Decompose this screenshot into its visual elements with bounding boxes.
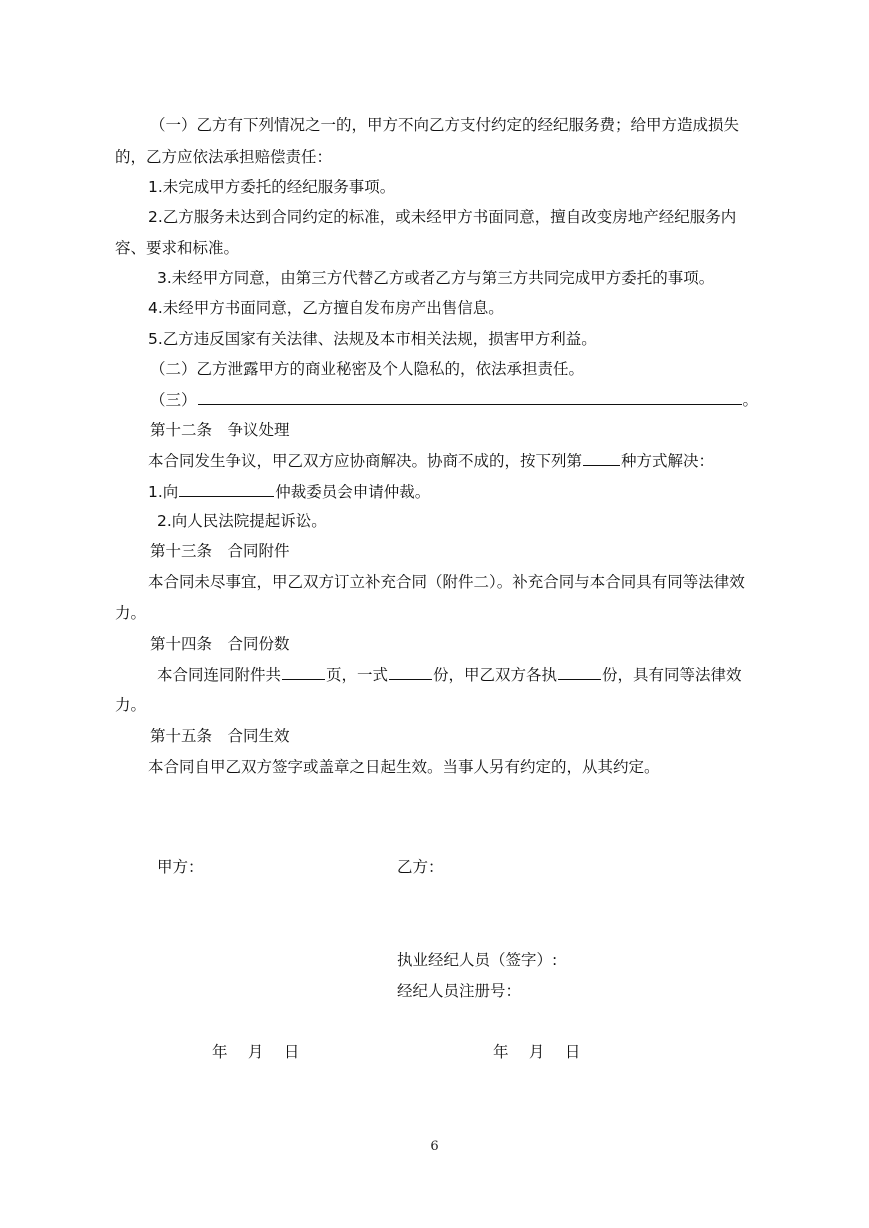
clause-11-sub2-line1: 2.乙方服务未达到合同约定的标准，或未经甲方书面同意，擅自改变房地产经纪服务内 xyxy=(148,208,737,226)
clause-11-sub4: 4.未经甲方书面同意，乙方擅自发布房产出售信息。 xyxy=(148,299,504,317)
clause-15-heading: 第十五条 合同生效 xyxy=(150,727,290,745)
party-a-label: 甲方： xyxy=(157,858,204,876)
clause-15-line1: 本合同自甲乙双方签字或盖章之日起生效。当事人另有约定的，从其约定。 xyxy=(148,758,660,776)
clause-14-text-b: 页，一式 xyxy=(326,666,389,684)
agent-registration-label: 经纪人员注册号： xyxy=(397,982,522,1000)
clause-11-item1-line1: （一）乙方有下列情况之一的，甲方不向乙方支付约定的经纪服务费；给甲方造成损失 xyxy=(150,116,740,134)
clause-11-sub1: 1.未完成甲方委托的经纪服务事项。 xyxy=(148,178,396,196)
clause-13-line1: 本合同未尽事宜，甲乙双方订立补充合同（附件二）。补充合同与本合同具有同等法律效 xyxy=(148,573,745,591)
party-a-date: 年 月 日 xyxy=(212,1043,300,1061)
clause-14-line2: 力。 xyxy=(115,696,147,714)
pages-blank xyxy=(282,664,325,680)
clause-11-sub2-line2: 容、要求和标准。 xyxy=(115,239,240,257)
clause-12-opt1 xyxy=(148,481,430,502)
clause-14-text-a: 本合同连同附件共 xyxy=(157,666,282,684)
clause-12-text-b: 种方式解决： xyxy=(621,452,715,470)
opt1-text-b: 仲裁委员会申请仲裁。 xyxy=(275,483,431,501)
clause-12-opt2: 2.向人民法院提起诉讼。 xyxy=(157,512,327,530)
clause-11-sub5: 5.乙方违反国家有关法律、法规及本市相关法规，损害甲方利益。 xyxy=(148,330,597,348)
clause-12-heading: 第十二条 争议处理 xyxy=(150,421,290,439)
clause-14-line1 xyxy=(157,664,742,685)
copies-blank xyxy=(389,664,432,680)
clause-11-item1-line2: 的，乙方应依法承担赔偿责任： xyxy=(115,148,333,166)
arbitration-blank xyxy=(179,481,274,497)
item3-prefix: （三） xyxy=(150,391,197,409)
clause-13-line2: 力。 xyxy=(115,604,147,622)
party-b-label: 乙方： xyxy=(397,858,444,876)
clause-14-text-d: 份，具有同等法律效 xyxy=(602,666,742,684)
each-party-copies-blank xyxy=(558,664,601,680)
clause-12-text-a: 本合同发生争议，甲乙双方应协商解决。协商不成的，按下列第 xyxy=(148,452,583,470)
clause-14-text-c: 份，甲乙双方各执 xyxy=(433,666,558,684)
agent-signature-label: 执业经纪人员（签字）: xyxy=(397,951,558,969)
clause-11-item2: （二）乙方泄露甲方的商业秘密及个人隐私的，依法承担责任。 xyxy=(150,360,585,378)
party-b-date: 年 月 日 xyxy=(493,1043,581,1061)
clause-12-line1 xyxy=(148,450,714,471)
clause-11-sub3: 3.未经甲方同意，由第三方代替乙方或者乙方与第三方共同完成甲方委托的事项。 xyxy=(157,269,715,287)
opt1-text-a: 1.向 xyxy=(148,483,179,501)
clause-14-heading: 第十四条 合同份数 xyxy=(150,635,290,653)
clause-13-heading: 第十三条 合同附件 xyxy=(150,542,290,560)
clause-11-item3 xyxy=(150,389,758,410)
page-number: 6 xyxy=(430,1139,439,1154)
item3-suffix: 。 xyxy=(742,391,759,409)
item3-blank xyxy=(198,389,742,405)
method-choice-blank xyxy=(583,450,620,466)
